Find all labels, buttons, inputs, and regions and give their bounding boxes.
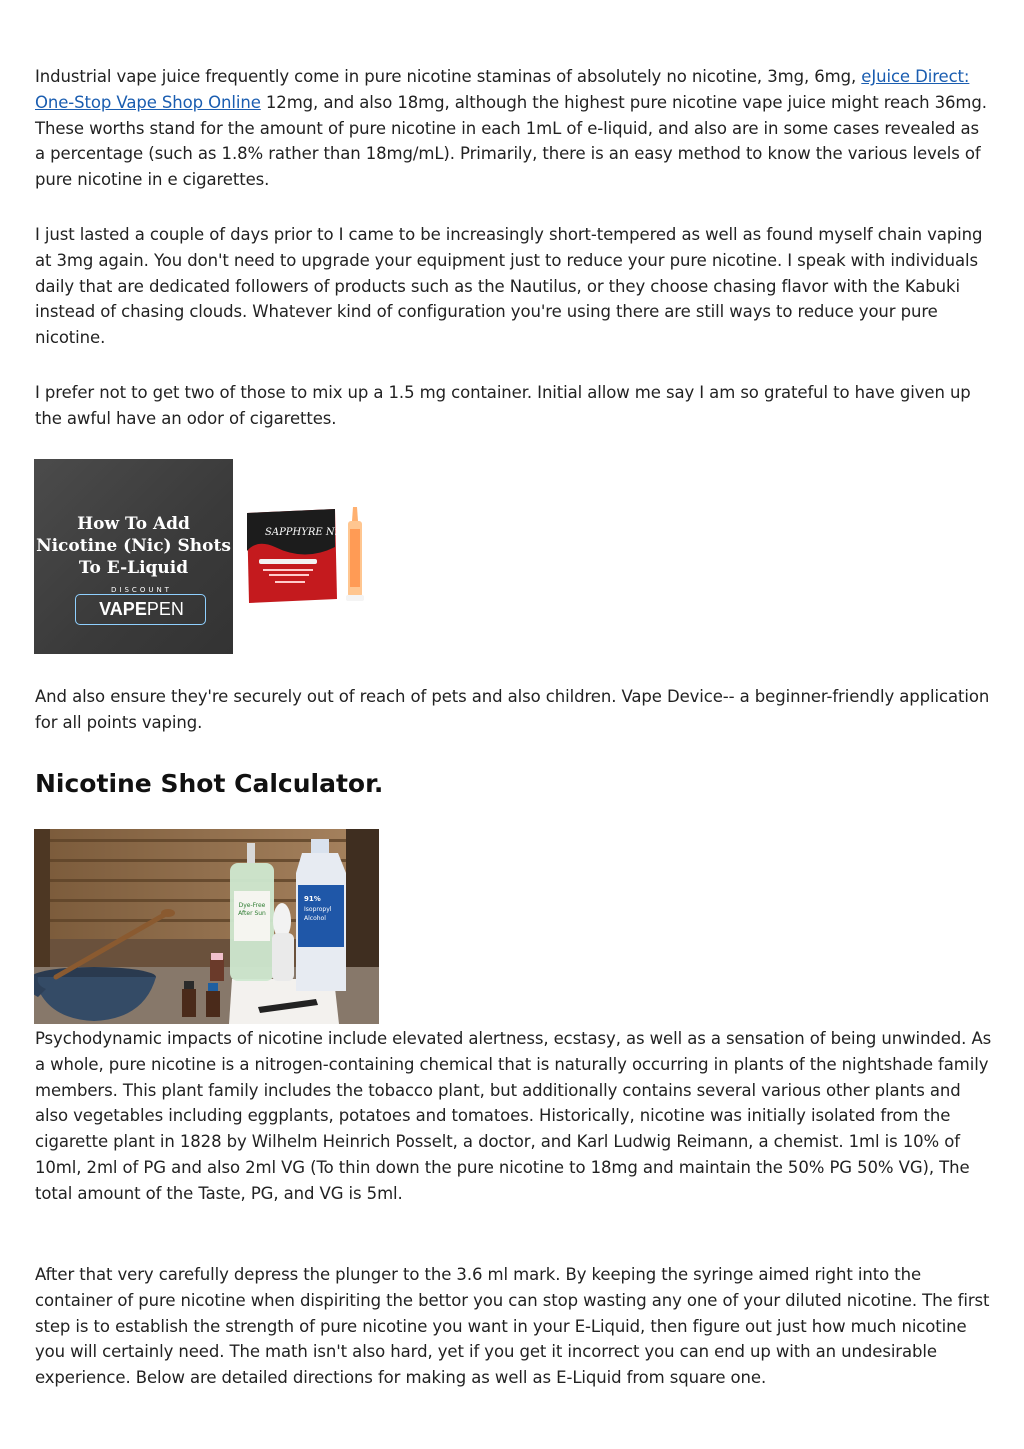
paragraph-5: Psychodynamic impacts of nicotine include elevated alertness, ecstasy, as well as a sensation of being unwinded. As a whole, pure nicotine is a nitrogen-containing chemical that is naturally occurring in plants of the nightshade family members. This plant family includes the tobacco plant, but additionally contains several various other plants and also vegetables including eggplants, potatoes and tomatoes. Historically, nicotine was initially isolated from the cigarette plant in 1828 by Wilhelm Heinrich Posselt, a doctor, and Karl Ludwig Reimann, a chemist. 1ml is 10% of 10ml, 2ml of PG and also 2ml VG (To thin down the pure nicotine to 18mg and maintain the 50% PG 50% VG), The total amount of the Taste, PG, and VG is 5ml. bbox=[35, 1029, 992, 1203]
section-heading: Nicotine Shot Calculator. bbox=[35, 769, 384, 798]
nic-shots-title-line-3: To E-Liquid bbox=[78, 558, 189, 578]
paragraph-6: After that very carefully depress the plunger to the 3.6 ml mark. By keeping the syringe aimed right into the container of pure nicotine when dispiriting the bettor you can stop wasting any one of your diluted nicotine. The first step is to establish the strength of pure nicotine you want in your E-Liquid, then figure out just how much nicotine you will certainly need. The math isn't also hard, yet if you get it incorrect you can end up with an undesirable experience. Below are detailed directions for making as well as E-Liquid from square one. bbox=[35, 1265, 990, 1388]
svg-text:Isopropyl: Isopropyl bbox=[304, 906, 332, 913]
ejuice-direct-link[interactable]: eJuice Direct: One-Stop Vape Shop Online bbox=[35, 67, 970, 112]
mixing-supplies-illustration bbox=[34, 829, 379, 1024]
paragraph-2: I just lasted a couple of days prior to I came to be increasingly short-tempered as well as found myself chain vaping at 3mg again. You don't need to upgrade your equipment just to reduce your pure nicotine. I speak with individuals daily that are dedicated followers of products such as the Nautilus, or they choose chasing flavor with the Kabuki instead of chasing clouds. Whatever kind of configuration you're using there are still ways to reduce your pure nicotine. bbox=[35, 225, 983, 348]
nic-shots-title-panel bbox=[34, 459, 233, 654]
svg-text:Alcohol: Alcohol bbox=[304, 915, 326, 922]
nic-shot-product-photo bbox=[245, 507, 385, 607]
discount-vapepen-logo bbox=[75, 586, 206, 625]
paragraph-3: I prefer not to get two of those to mix up a 1.5 mg container. Initial allow me say I am so grateful to have given up the awful have an odor of cigarettes. bbox=[35, 383, 971, 428]
paragraph-1 bbox=[35, 64, 993, 193]
paragraph-1-text-a: Industrial vape juice frequently come in pure nicotine staminas of absolutely no nicotine, 3mg, 6mg, bbox=[35, 67, 862, 86]
paragraph-1-text-b: 12mg, and also 18mg, although the highest pure nicotine vape juice might reach 36mg. These worths stand for the amount of pure nicotine in each 1mL of e-liquid, and also are in some cases revealed as a percentage (such as 1.8% rather than 18mg/mL). Primarily, there is an easy method to know the various levels of pure nicotine in e cigarettes. bbox=[35, 92, 987, 190]
svg-text:91%: 91% bbox=[304, 895, 321, 903]
svg-text:SAPPHYRE Nic: SAPPHYRE Nic bbox=[265, 527, 344, 538]
mixing-supplies-photo bbox=[34, 829, 379, 1024]
nic-shots-title bbox=[34, 513, 233, 579]
nic-shots-title-line-1: How To Add bbox=[77, 514, 190, 534]
paragraph-4: And also ensure they're securely out of reach of pets and also children. Vape Device-- a beginner-friendly application for all points vaping. bbox=[35, 687, 990, 732]
logo-small-text: DISCOUNT bbox=[111, 586, 172, 594]
svg-text:Dye-Free: Dye-Free bbox=[238, 902, 266, 909]
logo-main-text: VAPEPEN bbox=[99, 599, 184, 619]
nic-shots-image bbox=[34, 459, 384, 654]
svg-text:After Sun: After Sun bbox=[238, 910, 266, 917]
nic-shots-title-line-2: Nicotine (Nic) Shots bbox=[36, 536, 231, 556]
